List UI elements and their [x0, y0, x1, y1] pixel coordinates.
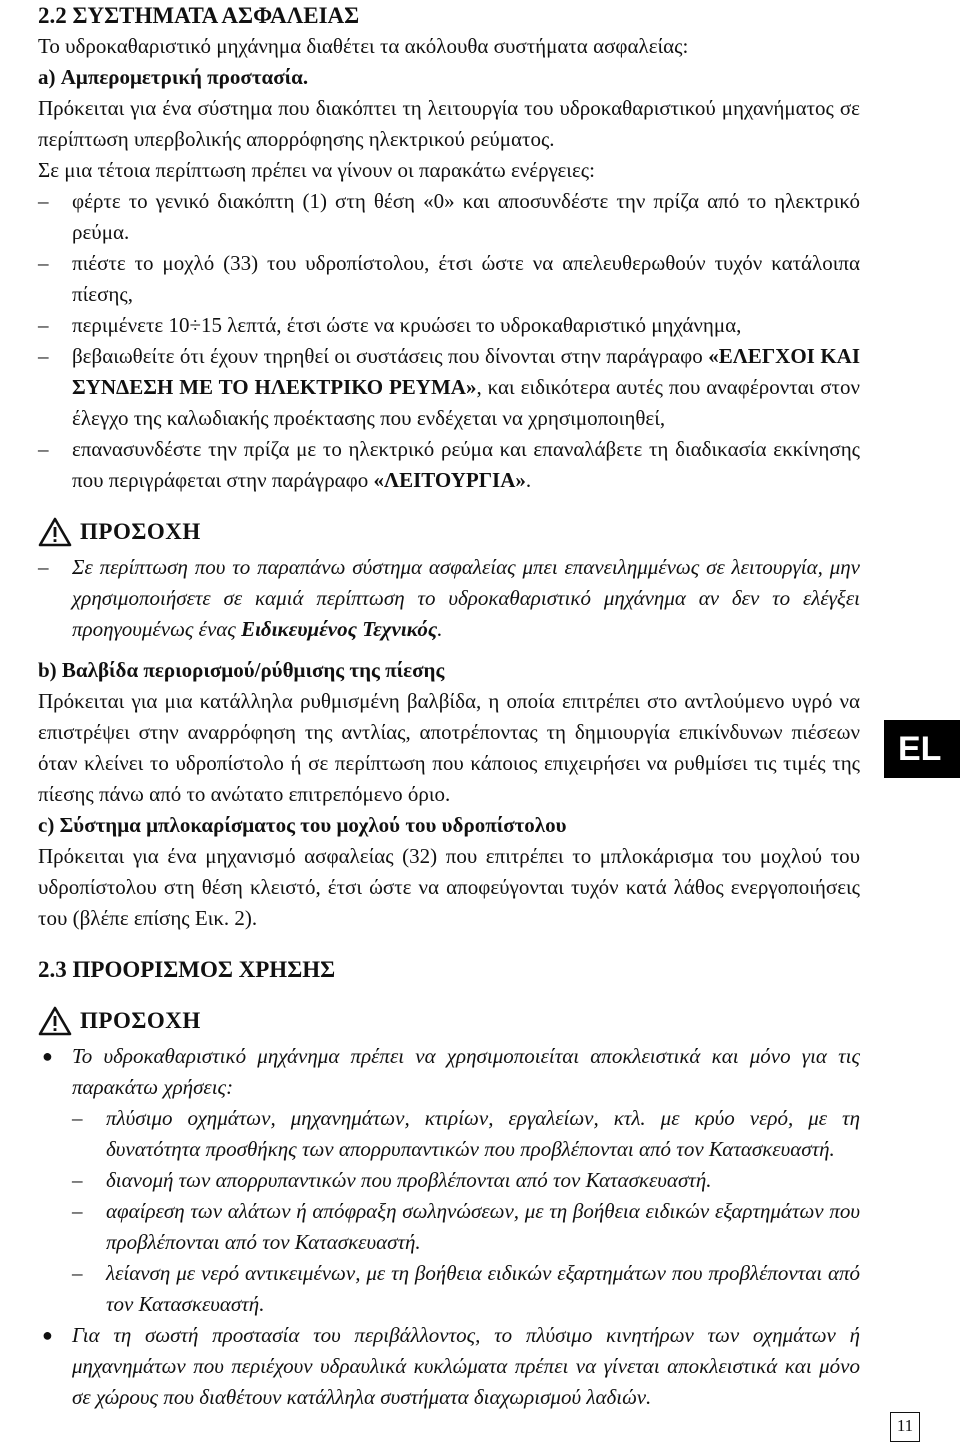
action-text: φέρτε το γενικό διακόπτη (1) στη θέση «0» και αποσυνδέστε την πρίζα από το ηλεκτρικό ρεύμα.: [72, 189, 860, 244]
bullet-item: [38, 1320, 860, 1413]
warning-triangle-icon: [38, 1006, 72, 1036]
action-text: πιέστε το μοχλό (33) του υδροπίστολου, έτσι ώστε να απελευθερωθούν τυχόν κατάλοιπα πίεσης,: [72, 251, 860, 306]
bullet-item: [38, 1041, 860, 1103]
dash-mark: –: [72, 1106, 83, 1130]
action-item: [38, 186, 860, 248]
bullet-text: Για τη σωστή προστασία του περιβάλλοντος, το πλύσιμο κινητήρων των οχημάτων ή μηχανημάτων που περιέχουν υδραυλικά κυκλώματα πρέπει να γίνεται αποκλειστικά και μόνο σε χώρους που διαθέτουν κατάλληλα συστήματα διαχωρισμού λαδιών.: [72, 1323, 860, 1409]
use-item: [72, 1258, 860, 1320]
use-item: [72, 1103, 860, 1165]
caution-item: [38, 552, 860, 645]
section-heading-intended-use: 2.3 ΠΡΟΟΡΙΣΜΟΣ ΧΡΗΣΗΣ: [38, 957, 336, 982]
intro-paragraph: Το υδροκαθαριστικό μηχάνημα διαθέτει τα ακόλουθα συστήματα ασφαλείας:: [38, 34, 689, 58]
use-text: πλύσιμο οχημάτων, μηχανημάτων, κτιρίων, εργαλείων, κτλ. με κρύο νερό, με τη δυνατότητα προσθήκης των απορρυπαντικών που προβλέπονται από τον Κατασκευαστή.: [106, 1106, 860, 1161]
dash-mark: –: [38, 313, 49, 337]
caution-heading: [38, 1001, 860, 1041]
reference-operation: «ΛΕΙΤΟΥΡΓΙΑ»: [373, 468, 526, 492]
subheading-trigger-lock: c) Σύστημα μπλοκαρίσματος του μοχλού του υδροπίστολου: [38, 813, 567, 837]
bullet-text: Το υδροκαθαριστικό μηχάνημα πρέπει να χρησιμοποιείται αποκλειστικά και μόνο για τις παρακάτω χρήσεις:: [72, 1044, 860, 1099]
use-item: [72, 1196, 860, 1258]
page-number: 11: [890, 1412, 920, 1442]
use-text: αφαίρεση των αλάτων ή απόφραξη σωληνώσεων, με τη βοήθεια ειδικών εξαρτημάτων που προβλέπονται από τον Κατασκευαστή.: [106, 1199, 860, 1254]
use-text: λείανση με νερό αντικειμένων, με τη βοήθεια ειδικών εξαρτημάτων που προβλέπονται από τον Κατασκευαστή.: [106, 1261, 860, 1316]
caution-heading: [38, 512, 860, 552]
amperometric-description: Πρόκειται για ένα σύστημα που διακόπτει τη λειτουργία του υδροκαθαριστικού μηχανήματος σε περίπτωση υπερβολικής απορρόφησης ηλεκτρικού ρεύματος.: [38, 96, 860, 151]
action-item: [38, 434, 860, 496]
action-item: [38, 310, 860, 341]
warning-triangle-icon: [38, 517, 72, 547]
caution-technician: Ειδικευμένος Τεχνικός: [241, 617, 438, 641]
action-text: .: [525, 468, 532, 492]
dash-mark: –: [38, 437, 49, 461]
actions-intro: Σε μια τέτοια περίπτωση πρέπει να γίνουν οι παρακάτω ενέργειες:: [38, 158, 595, 182]
dash-mark: –: [38, 189, 49, 213]
dash-mark: –: [38, 251, 49, 275]
subheading-amperometric: a) Αμπερομετρική προστασία.: [38, 65, 309, 89]
reference-checks-connection: «ΕΛΕΓΧΟΙ ΚΑΙ ΣΥΝΔΕΣΗ ΜΕ ΤΟ ΗΛΕΚΤΡΙΚΟ ΡΕΥΜΑ»: [72, 344, 860, 399]
bullet-mark: ●: [42, 1046, 53, 1066]
action-text: βεβαιωθείτε ότι έχουν τηρηθεί οι συστάσεις που δίνονται στην παράγραφο: [72, 344, 709, 368]
pressure-valve-description: Πρόκειται για μια κατάλληλα ρυθμισμένη βαλβίδα, η οποία επιτρέπει στο αντλούμενο υγρό να επιστρέψει στην αναρρόφηση της αντλίας, αποτρέποντας τη δημιουργία επικίνδυνων πιέσεων όταν κλείνει το υδροπίστολο ή σε περίπτωση που κάποιος επιχειρήσει να ρυθμίσει τις τιμές της πίεσης πάνω από το ανώτατο επιτρεπόμενο όριο.: [38, 689, 860, 806]
action-text: , και ειδικότερα αυτές που αναφέρονται στον έλεγχο της καλωδιακής προέκτασης που ενδέχεται να χρησιμοποιηθεί,: [72, 375, 860, 430]
manual-page: [38, 0, 860, 1413]
caution-title: ΠΡΟΣΟΧΗ: [80, 519, 201, 544]
caution-text: Σε περίπτωση που το παραπάνω σύστημα ασφαλείας μπει επανειλημμένως σε λειτουργία, μην χρησιμοποιήσετε σε καμιά περίπτωση το υδροκαθαριστικό μηχάνημα αν δεν το ελέγξει προηγουμένως ένας: [72, 555, 860, 641]
action-item: [38, 248, 860, 310]
dash-mark: –: [38, 344, 49, 368]
use-item: [72, 1165, 860, 1196]
bullet-mark: ●: [42, 1325, 53, 1345]
action-text: επανασυνδέστε την πρίζα με το ηλεκτρικό ρεύμα και επαναλάβετε τη διαδικασία εκκίνησης που περιγράφεται στην παράγραφο: [72, 437, 860, 492]
action-item: [38, 341, 860, 434]
language-tab: EL: [884, 720, 960, 778]
dash-mark: –: [72, 1199, 83, 1223]
caution-text: .: [437, 617, 443, 641]
caution-title: ΠΡΟΣΟΧΗ: [80, 1008, 201, 1033]
dash-mark: –: [38, 555, 49, 579]
action-text: περιμένετε 10÷15 λεπτά, έτσι ώστε να κρυώσει το υδροκαθαριστικό μηχάνημα,: [72, 313, 742, 337]
use-text: διανομή των απορρυπαντικών που προβλέπονται από τον Κατασκευαστή.: [106, 1168, 712, 1192]
trigger-lock-description: Πρόκειται για ένα μηχανισμό ασφαλείας (32) που επιτρέπει το μπλοκάρισμα του μοχλού του υδροπίστολου στη θέση κλειστό, έτσι ώστε να αποφεύγονται τυχόν κατά λάθος ενεργοποιήσεις του (βλέπε επίσης Εικ. 2).: [38, 844, 860, 930]
section-heading-safety-systems: 2.2 ΣΥΣΤΗΜΑΤΑ ΑΣΦΑΛΕΙΑΣ: [38, 3, 360, 28]
dash-mark: –: [72, 1261, 83, 1285]
dash-mark: –: [72, 1168, 83, 1192]
subheading-pressure-valve: b) Βαλβίδα περιορισμού/ρύθμισης της πίεσης: [38, 658, 445, 682]
